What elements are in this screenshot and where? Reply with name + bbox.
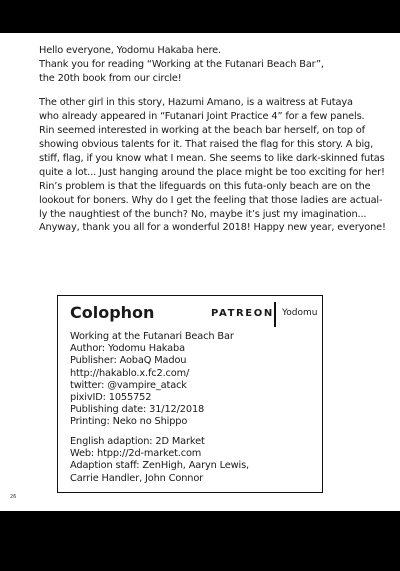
colophon-box (57, 295, 323, 493)
body-line: Rin seemed interested in working at the beach bar herself, on top of (39, 125, 365, 136)
colophon-translation (70, 436, 320, 485)
body-line: who already appeared in “Futanari Joint Practice 4” for a few panels. (39, 111, 365, 122)
patreon-logo: PATREON (211, 308, 274, 319)
body-paragraph (39, 96, 387, 222)
patreon-name: Yodomu (282, 308, 318, 318)
body-line: ly the naughtiest of the bunch? No, maybe it’s just my imagination... (39, 209, 367, 220)
intro-line: Hello everyone, Yodomu Hakaba here. (39, 45, 221, 56)
colophon-detail-line: twitter: @vampire_atack (70, 379, 187, 391)
colophon-translation-line: English adaption: 2D Market (70, 436, 205, 447)
colophon-detail-line: Publisher: AobaQ Madou (70, 355, 187, 367)
closing-paragraph (39, 221, 387, 235)
intro-paragraph (39, 44, 387, 86)
colophon-detail-line: Publishing date: 31/12/2018 (70, 404, 205, 416)
colophon-detail-line: Printing: Neko no Shippo (70, 416, 188, 428)
colophon-detail-line: Author: Yodomu Hakaba (70, 343, 185, 355)
colophon-translation-line: Web: htpp://2d-market.com (70, 448, 202, 460)
body-line: showing obvious talents for it. That raised the flag for this story. A big, (39, 139, 374, 150)
bottom-black-bar (0, 511, 400, 571)
closing-line: Anyway, thank you all for a wonderful 2018! Happy new year, everyone! (39, 222, 386, 233)
body-line: stiff, flag, if you know what I mean. She seems to like dark-skinned futas (39, 153, 385, 164)
colophon-title: Colophon (70, 303, 155, 322)
colophon-detail-line: http://hakablo.x.fc2.com/ (70, 367, 190, 379)
colophon-translation-line: Carrie Handler, John Connor (70, 472, 204, 484)
page-number: 26 (10, 494, 17, 500)
colophon-detail-line: pixivID: 1055752 (70, 392, 152, 404)
colophon-detail-line: Working at the Futanari Beach Bar (70, 331, 234, 342)
body-line: Rin’s problem is that the lifeguards on this futa-only beach are on the (39, 181, 371, 192)
colophon-details (70, 331, 320, 429)
intro-line: the 20th book from our circle! (39, 73, 182, 84)
colophon-translation-line: Adaption staff: ZenHigh, Aaryn Lewis, (70, 460, 250, 472)
top-black-bar (0, 0, 400, 33)
body-line: quite a lot... Just hanging around the place might be too exciting for her! (39, 167, 385, 178)
body-line: The other girl in this story, Hazumi Amano, is a waitress at Futaya (39, 97, 353, 108)
intro-line: Thank you for reading “Working at the Futanari Beach Bar”, (39, 59, 324, 70)
body-line: lookout for boners. Why do I get the feeling that those ladies are actual- (39, 195, 383, 206)
patreon-divider (274, 302, 276, 327)
